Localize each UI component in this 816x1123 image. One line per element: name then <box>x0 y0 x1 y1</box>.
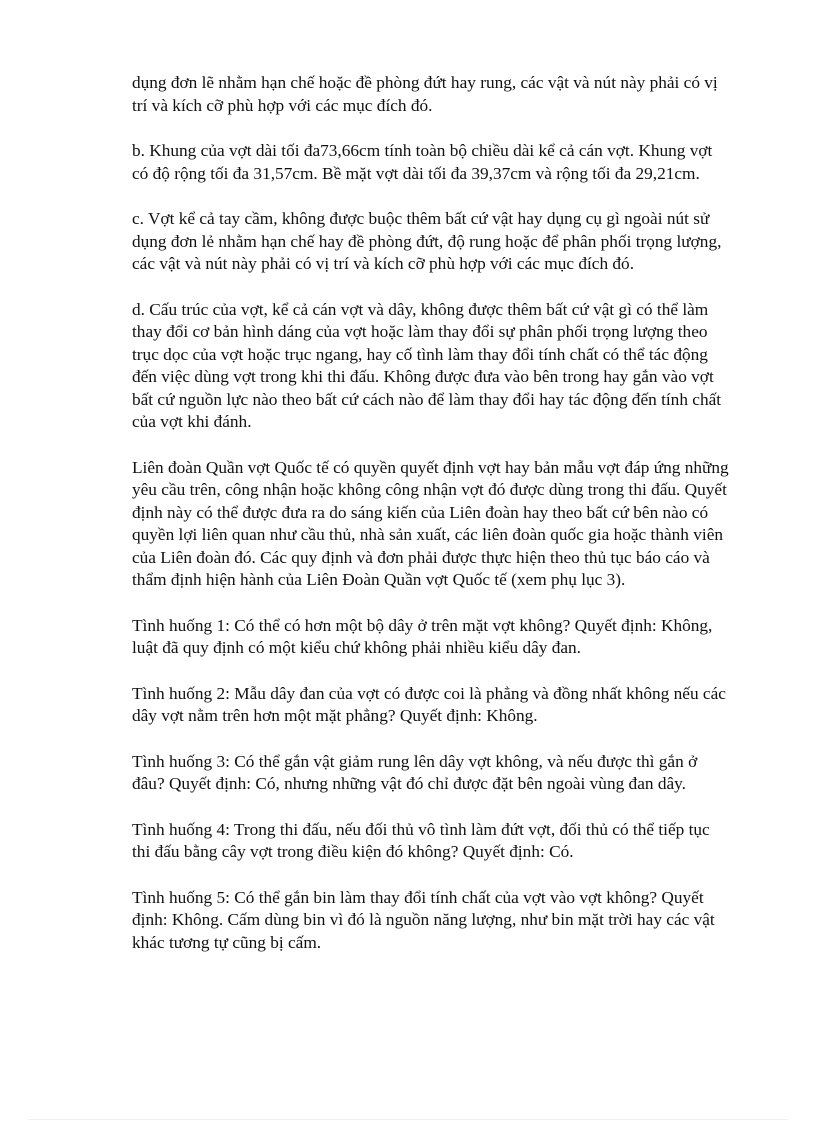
paragraph-case-1: Tình huống 1: Có thể có hơn một bộ dây ở trên mặt vợt không? Quyết định: Không, luật đã quy định có một kiểu chứ không phải nhiều kiểu dây đan. <box>132 615 713 657</box>
paragraph-itf-ruling: Liên đoàn Quần vợt Quốc tế có quyền quyết định vợt hay bản mẫu vợt đáp ứng những yêu cầu trên, công nhận hoặc không công nhận vợt đó được dùng trong thi đấu. Quyết định này có thể được đưa ra do sáng kiến của Liên đoàn hay theo bất cứ bên nào có quyền lợi liên quan như cầu thủ, nhà sản xuất, các liên đoàn quốc gia hoặc thành viên của Liên đoàn đó. Các quy định và đơn phải được thực hiện theo thủ tục báo cáo và thẩm định hiện hành của Liên Đoàn Quần vợt Quốc tế (xem phụ lục 3). <box>132 457 729 589</box>
paragraph-case-3: Tình huống 3: Có thể gắn vật giảm rung lên dây vợt không, và nếu được thì gắn ở đâu? Quyết định: Có, nhưng những vật đó chỉ được đặt bên ngoài vùng đan dây. <box>132 751 698 793</box>
paragraph-case-5: Tình huống 5: Có thể gắn bin làm thay đổi tính chất của vợt vào vợt không? Quyết định: Không. Cấm dùng bin vì đó là nguồn năng lượng, như bin mặt trời hay các vật khác tương tự cũng bị cấm. <box>132 887 715 952</box>
paragraph-case-4: Tình huống 4: Trong thi đấu, nếu đối thủ vô tình làm đứt vợt, đối thủ có thể tiếp tục thi đấu bằng cây vợt trong điều kiện đó không? Quyết định: Có. <box>132 819 710 861</box>
paragraph-b-frame-size: b. Khung của vợt dài tối đa73,66cm tính toàn bộ chiều dài kể cả cán vợt. Khung vợt có độ rộng tối đa 31,57cm. Bề mặt vợt dài tối đa 39,37cm và rộng tối đa 29,21cm. <box>132 141 713 183</box>
paragraph-d-structure: d. Cấu trúc của vợt, kể cả cán vợt và dây, không được thêm bất cứ vật gì có thể làm thay đổi cơ bản hình dáng của vợt hoặc làm thay đổi sự phân phối trọng lượng theo trục dọc của vợt hoặc trục ngang, hay cố tình làm thay đổi tính chất có thể tác động đến việc dùng vợt trong khi thi đấu. Không được đưa vào bên trong hay gắn vào vợt bất cứ nguồn lực nào theo bất cứ cách nào để làm thay đổi hay tác động đến tính chất của vợt khi đánh. <box>132 299 722 431</box>
document-body <box>132 72 732 977</box>
paragraph-continuation: dụng đơn lẽ nhằm hạn chế hoặc đề phòng đứt hay rung, các vật và nút này phải có vị trí và kích cỡ phù hợp với các mục đích đó. <box>132 73 718 115</box>
paragraph-c-attachments: c. Vợt kể cả tay cầm, không được buộc thêm bất cứ vật hay dụng cụ gì ngoài nút sử dụng đơn lẻ nhằm hạn chế hay đề phòng đứt, độ rung hoặc để phân phối trọng lượng, các vật và nút này phải có vị trí và kích cỡ phù hợp với các mục đích đó. <box>132 209 722 273</box>
paragraph-case-2: Tình huống 2: Mẫu dây đan của vợt có được coi là phẳng và đồng nhất không nếu các dây vợt nằm trên hơn một mặt phẳng? Quyết định: Không. <box>132 683 726 725</box>
page-bottom-divider <box>28 1119 788 1120</box>
